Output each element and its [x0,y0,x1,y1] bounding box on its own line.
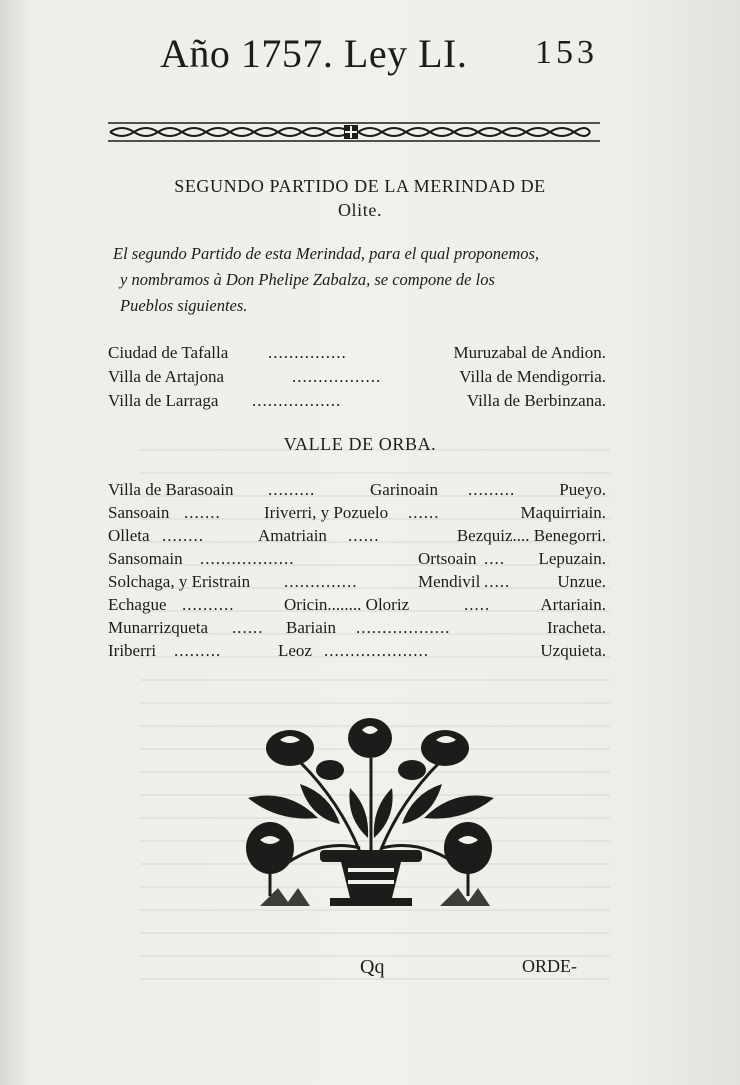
village: Iriberri [108,641,157,660]
village: Maquirriain. [520,503,606,522]
valley-row [108,480,606,504]
leader-dots: .............. [284,572,358,591]
valley-row [108,549,606,573]
leader-dots: ..... [484,572,511,591]
village: Munarrizqueta [108,618,209,637]
village: Mendivil [418,572,481,591]
village: Sansoain [108,503,170,522]
intro-line: Pueblos siguientes. [120,296,248,315]
village: Pueyo. [559,480,606,499]
leader-dots: ........ [162,526,204,545]
leader-dots: ...... [408,503,440,522]
town-row [108,391,606,415]
valley-row [108,503,606,527]
valley-heading: VALLE DE ORBA. [283,434,437,454]
village: Uzquieta. [540,641,606,660]
leader-dots: ....... [184,503,221,522]
valley-row [108,595,606,619]
page-number: 153 [535,34,598,71]
leader-dots: .................. [200,549,295,568]
signature-mark: Qq [360,956,385,978]
village: Bezquiz.... Benegorri. [456,526,606,545]
catchword: ORDE- [522,956,577,976]
village: Sansomain [108,549,183,568]
village: Amatriain [258,526,327,545]
intro-line: El segundo Partido de esta Merindad, para el qual proponemos, [113,244,540,263]
leader-dots: ................. [292,367,382,386]
valley-row [108,526,606,550]
running-header: Año 1757. Ley LI. [160,31,468,76]
leader-dots: .......... [182,595,235,614]
ornament-rule [108,120,600,144]
leader-dots: ...... [348,526,380,545]
leader-dots: ......... [468,480,516,499]
town-right: Villa de Berbinzana. [466,391,606,410]
village: Leoz [278,641,312,660]
leader-dots: ......... [268,480,316,499]
village: Olleta [108,526,150,545]
town-left: Villa de Larraga [108,391,219,410]
village: Villa de Barasoain [108,480,234,499]
leader-dots: ...... [232,618,264,637]
town-left: Ciudad de Tafalla [108,343,229,362]
leader-dots: .................. [356,618,451,637]
village: Artariain. [540,595,606,614]
village: Bariain [286,618,337,637]
village: Iracheta. [547,618,606,637]
town-row [108,343,606,367]
leader-dots: .... [484,549,505,568]
village: Iriverri, y Pozuelo [264,503,389,522]
leader-dots: .................... [324,641,429,660]
leader-dots: ......... [174,641,222,660]
village: Unzue. [557,572,606,591]
village: Oricin........ Oloriz [284,595,410,614]
village: Garinoain [370,480,438,499]
flower-pot-woodcut [240,718,502,926]
leader-dots: ..... [464,595,491,614]
valley-row [108,572,606,596]
village: Ortsoain [418,549,477,568]
village: Lepuzain. [538,549,606,568]
town-left: Villa de Artajona [108,367,225,386]
valley-row [108,618,606,642]
town-right: Villa de Mendigorria. [459,367,606,386]
valley-row [108,641,606,665]
intro-line: y nombramos à Don Phelipe Zabalza, se compone de los [120,270,495,289]
section-heading: SEGUNDO PARTIDO DE LA MERINDAD DE [174,176,546,196]
town-right: Muruzabal de Andion. [453,343,606,362]
section-heading-continued: Olite. [337,200,383,220]
village: Solchaga, y Eristrain [108,572,251,591]
leader-dots: ............... [268,343,347,362]
town-row [108,367,606,391]
village: Echague [108,595,167,614]
leader-dots: ................. [252,391,342,410]
